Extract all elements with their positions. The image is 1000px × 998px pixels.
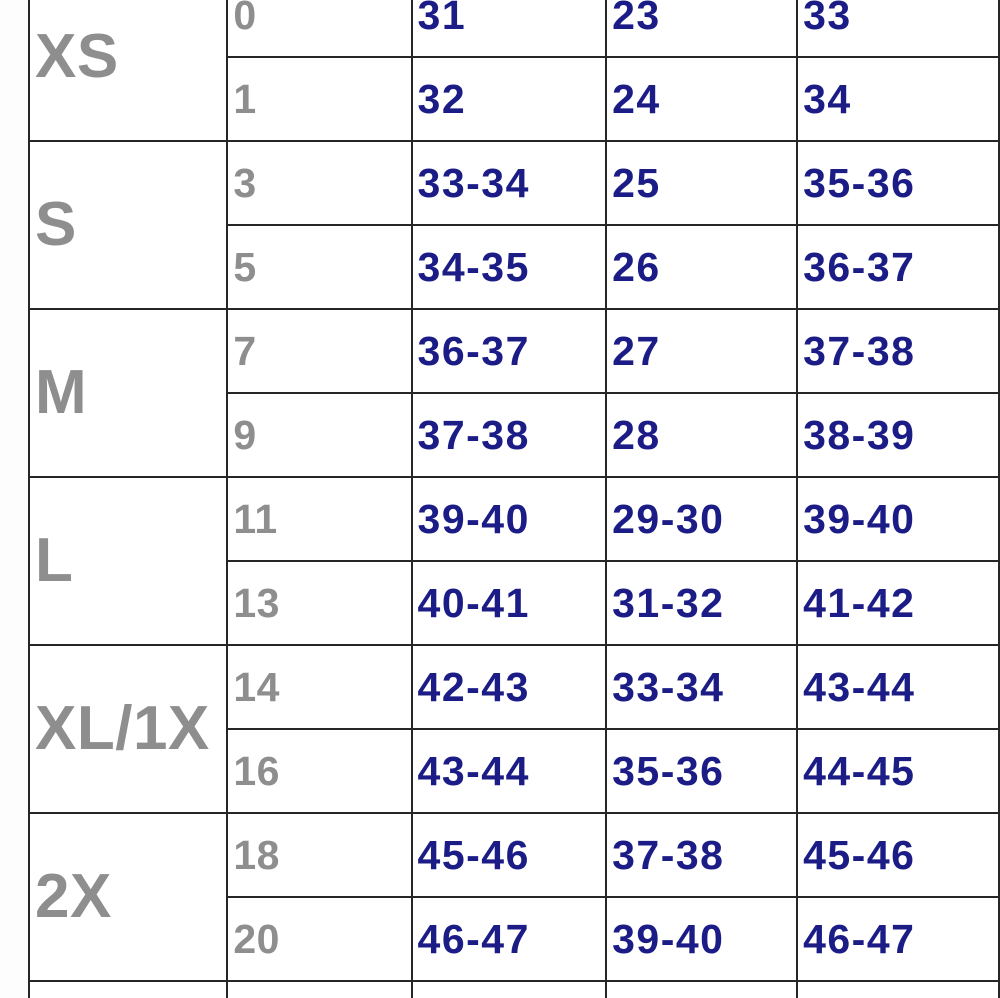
partial-table-row <box>29 981 999 998</box>
measurement-cell: 25 <box>606 141 797 225</box>
measurement-cell: 35-36 <box>606 729 797 813</box>
measurement-cell: 42-43 <box>412 645 607 729</box>
measurement-cell: 46-47 <box>797 897 999 981</box>
numeric-size-cell: 7 <box>227 309 411 393</box>
measurement-cell: 28 <box>606 393 797 477</box>
size-group-cell: XS <box>29 0 227 141</box>
numeric-size-cell: 3 <box>227 141 411 225</box>
numeric-size-cell: 13 <box>227 561 411 645</box>
measurement-cell: 31 <box>412 0 607 57</box>
table-row <box>29 141 999 225</box>
measurement-cell: 45-46 <box>412 813 607 897</box>
numeric-size-cell: 11 <box>227 477 411 561</box>
numeric-size-cell: 1 <box>227 57 411 141</box>
measurement-cell: 41-42 <box>797 561 999 645</box>
measurement-cell: 36-37 <box>412 309 607 393</box>
size-group-cell: M <box>29 309 227 477</box>
measurement-cell: 39-40 <box>412 477 607 561</box>
measurement-cell: 45-46 <box>797 813 999 897</box>
table-row <box>29 0 999 57</box>
numeric-size-cell: 20 <box>227 897 411 981</box>
measurement-cell: 35-36 <box>797 141 999 225</box>
measurement-cell: 31-32 <box>606 561 797 645</box>
measurement-cell: 38-39 <box>797 393 999 477</box>
size-chart-body <box>29 0 999 998</box>
numeric-size-cell: 9 <box>227 393 411 477</box>
measurement-cell: 33-34 <box>412 141 607 225</box>
measurement-cell: 44-45 <box>797 729 999 813</box>
measurement-cell: 37-38 <box>412 393 607 477</box>
numeric-size-cell <box>227 981 411 998</box>
measurement-cell: 36-37 <box>797 225 999 309</box>
numeric-size-cell: 16 <box>227 729 411 813</box>
numeric-size-cell: 14 <box>227 645 411 729</box>
size-chart-table <box>28 0 1000 998</box>
measurement-cell: 32 <box>412 57 607 141</box>
table-row <box>29 813 999 897</box>
measurement-cell: 26 <box>606 225 797 309</box>
size-group-cell: 2X <box>29 813 227 981</box>
measurement-cell <box>412 981 607 998</box>
size-group-cell: L <box>29 477 227 645</box>
size-group-cell <box>29 981 227 998</box>
measurement-cell: 37-38 <box>797 309 999 393</box>
measurement-cell <box>606 981 797 998</box>
measurement-cell: 39-40 <box>606 897 797 981</box>
measurement-cell <box>797 981 999 998</box>
measurement-cell: 27 <box>606 309 797 393</box>
measurement-cell: 23 <box>606 0 797 57</box>
table-row <box>29 309 999 393</box>
numeric-size-cell: 18 <box>227 813 411 897</box>
measurement-cell: 24 <box>606 57 797 141</box>
measurement-cell: 43-44 <box>797 645 999 729</box>
measurement-cell: 34-35 <box>412 225 607 309</box>
measurement-cell: 39-40 <box>797 477 999 561</box>
table-row <box>29 645 999 729</box>
measurement-cell: 43-44 <box>412 729 607 813</box>
measurement-cell: 37-38 <box>606 813 797 897</box>
size-group-cell: XL/1X <box>29 645 227 813</box>
measurement-cell: 46-47 <box>412 897 607 981</box>
measurement-cell: 33 <box>797 0 999 57</box>
size-group-cell: S <box>29 141 227 309</box>
numeric-size-cell: 0 <box>227 0 411 57</box>
measurement-cell: 40-41 <box>412 561 607 645</box>
measurement-cell: 29-30 <box>606 477 797 561</box>
table-row <box>29 477 999 561</box>
measurement-cell: 34 <box>797 57 999 141</box>
measurement-cell: 33-34 <box>606 645 797 729</box>
numeric-size-cell: 5 <box>227 225 411 309</box>
